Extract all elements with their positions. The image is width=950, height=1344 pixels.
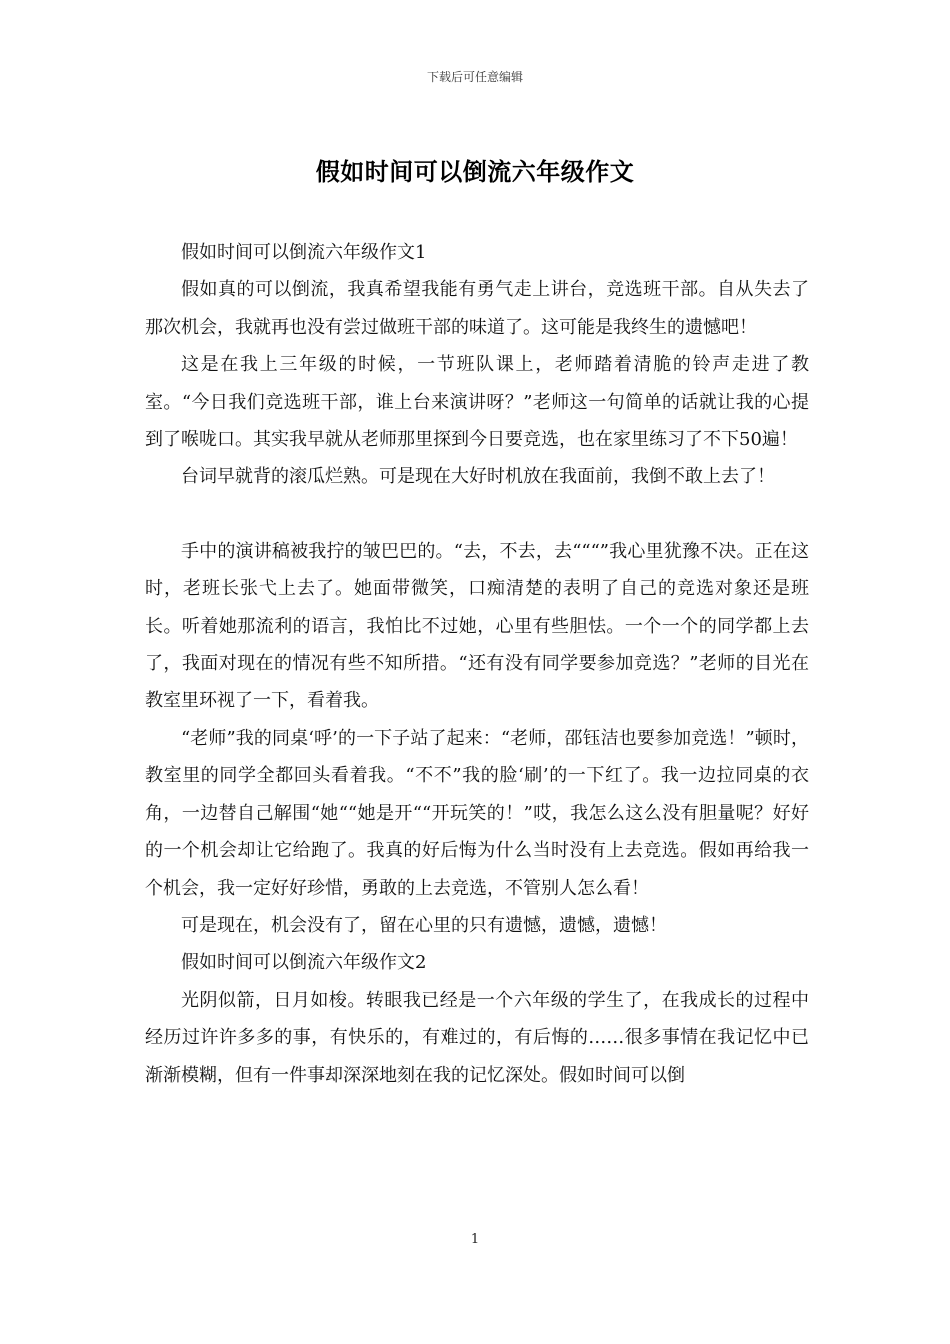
page-number: 1 [470, 1232, 480, 1247]
paragraph: 假如真的可以倒流，我真希望我能有勇气走上讲台，竞选班干部。自从失去了那次机会，我就再也没有尝过做班干部的味道了。这可能是我终生的遗憾吧！ [145, 279, 809, 338]
section-heading-1: 假如时间可以倒流六年级作文1 [181, 242, 427, 263]
paragraph: 可是现在，机会没有了，留在心里的只有遗憾，遗憾，遗憾！ [181, 914, 667, 936]
paragraph: 光阴似箭，日月如梭。转眼我已经是一个六年级的学生了，在我成长的过程中经历过许许多多的事，有快乐的，有难过的，有后悔的……很多事情在我记忆中已渐渐模糊，但有一件事却深深地刻在我的记忆深处。假如时间可以倒 [145, 989, 809, 1086]
document-body [145, 234, 809, 1094]
paragraph: “老师”我的同桌‘呼’的一下子站了起来：“老师，邵钰洁也要参加竞选！”顿时，教室里的同学全都回头看着我。“不不”我的脸‘刷’的一下红了。我一边拉同桌的衣角，一边替自己解围“她““她是开““开玩笑的！”哎，我怎么这么没有胆量呢？好好的一个机会却让它给跑了。我真的好后悔为什么当时没有上去竞选。假如再给我一个机会，我一定好好珍惜，勇敢的上去竞选，不管别人怎么看！ [145, 727, 809, 899]
header-note: 下载后可任意编辑 [426, 70, 523, 84]
paragraph: 手中的演讲稿被我拧的皱巴巴的。“去，不去，去“““”我心里犹豫不决。正在这时，老班长张弋上去了。她面带微笑，口痴清楚的表明了自己的竞选对象还是班长。听着她那流利的语言，我怕比不过她，心里有些胆怯。一个一个的同学都上去了，我面对现在的情况有些不知所措。“还有没有同学要参加竞选？”老师的目光在教室里环视了一下，看着我。 [145, 540, 809, 712]
paragraph: 这是在我上三年级的时候，一节班队课上，老师踏着清脆的铃声走进了教室。“今日我们竞选班干部，谁上台来演讲呀？”老师这一句简单的话就让我的心提到了喉咙口。其实我早就从老师那里探到今日要竞选，也在家里练习了不下50遍！ [145, 354, 809, 451]
document-title: 假如时间可以倒流六年级作文 [315, 157, 635, 186]
paragraph: 台词早就背的滚瓜烂熟。可是现在大好时机放在我面前，我倒不敢上去了！ [181, 466, 775, 488]
section-heading-2: 假如时间可以倒流六年级作文2 [181, 952, 427, 974]
